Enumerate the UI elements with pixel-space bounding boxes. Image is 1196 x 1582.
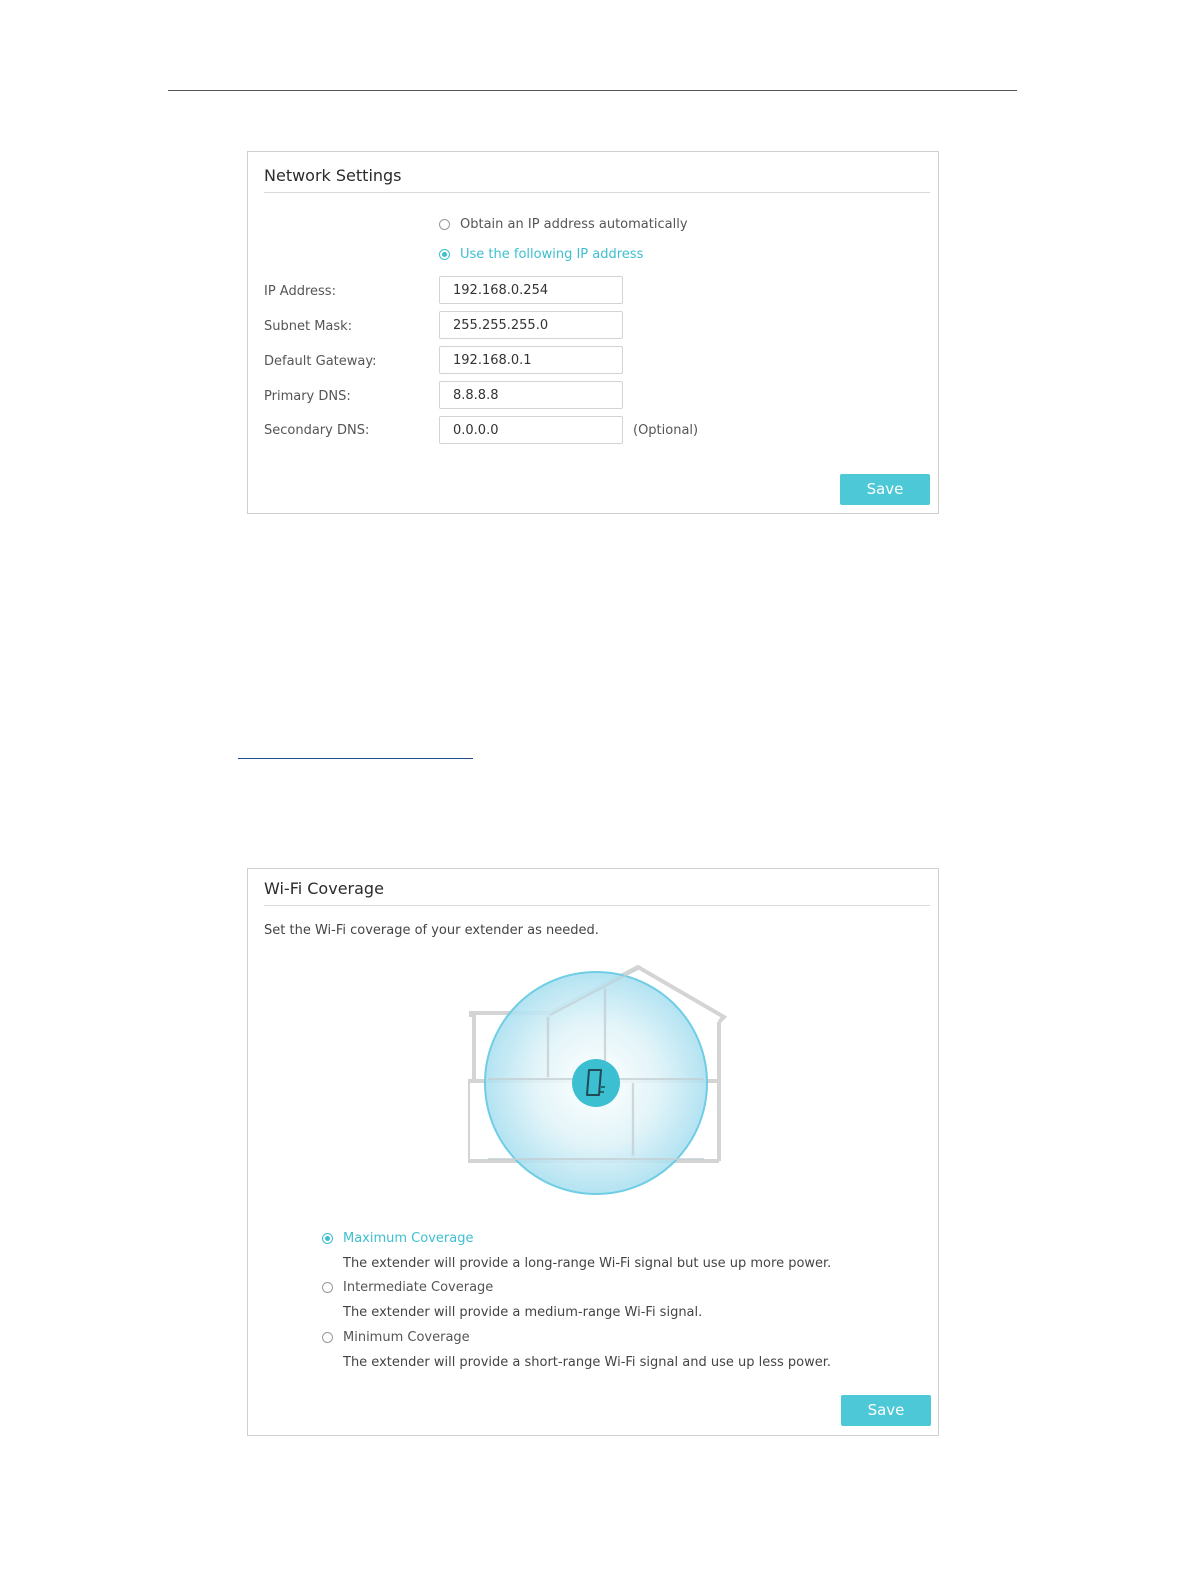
- save-button[interactable]: Save: [841, 1395, 931, 1426]
- radio-use-following-ip[interactable]: [439, 247, 643, 262]
- primary-dns-input[interactable]: 8.8.8.8: [439, 381, 623, 409]
- save-button[interactable]: Save: [840, 474, 930, 505]
- extender-icon: [572, 1059, 620, 1107]
- house-coverage-illustration: [468, 965, 728, 1195]
- coverage-option-intermediate[interactable]: [322, 1280, 702, 1320]
- title-divider: [264, 192, 930, 193]
- coverage-description: Set the Wi-Fi coverage of your extender as needed.: [264, 923, 599, 938]
- secondary-dns-input[interactable]: 0.0.0.0: [439, 416, 623, 444]
- default-gateway-label: Default Gateway:: [264, 354, 377, 369]
- radio-label: Intermediate Coverage: [343, 1280, 494, 1295]
- radio-label: Use the following IP address: [460, 247, 644, 262]
- link-underline: [238, 758, 473, 759]
- radio-icon[interactable]: [322, 1282, 333, 1293]
- radio-label: Obtain an IP address automatically: [460, 217, 688, 232]
- radio-maximum-coverage[interactable]: [322, 1231, 831, 1246]
- panel-title: Network Settings: [264, 166, 402, 185]
- option-description: The extender will provide a medium-range Wi-Fi signal.: [343, 1305, 703, 1320]
- radio-label: Maximum Coverage: [343, 1231, 474, 1246]
- primary-dns-label: Primary DNS:: [264, 389, 351, 404]
- coverage-option-minimum[interactable]: [322, 1330, 831, 1370]
- ip-address-input[interactable]: 192.168.0.254: [439, 276, 623, 304]
- option-description: The extender will provide a short-range Wi-Fi signal and use up less power.: [343, 1355, 832, 1370]
- radio-icon[interactable]: [439, 249, 450, 260]
- radio-minimum-coverage[interactable]: [322, 1330, 831, 1345]
- secondary-dns-label: Secondary DNS:: [264, 423, 370, 438]
- default-gateway-input[interactable]: 192.168.0.1: [439, 346, 623, 374]
- radio-icon[interactable]: [322, 1233, 333, 1244]
- subnet-mask-label: Subnet Mask:: [264, 319, 353, 334]
- network-settings-panel: [247, 151, 939, 514]
- coverage-option-maximum[interactable]: [322, 1231, 831, 1271]
- optional-note: (Optional): [633, 423, 699, 438]
- page-header-rule: [168, 90, 1017, 91]
- option-description: The extender will provide a long-range Wi-Fi signal but use up more power.: [343, 1256, 832, 1271]
- ip-address-label: IP Address:: [264, 284, 336, 299]
- panel-title: Wi-Fi Coverage: [264, 879, 384, 898]
- title-divider: [264, 905, 930, 906]
- radio-icon[interactable]: [322, 1332, 333, 1343]
- radio-label: Minimum Coverage: [343, 1330, 470, 1345]
- subnet-mask-input[interactable]: 255.255.255.0: [439, 311, 623, 339]
- wifi-coverage-panel: [247, 868, 939, 1436]
- radio-intermediate-coverage[interactable]: [322, 1280, 702, 1295]
- radio-obtain-ip-auto[interactable]: [439, 217, 688, 232]
- radio-icon[interactable]: [439, 219, 450, 230]
